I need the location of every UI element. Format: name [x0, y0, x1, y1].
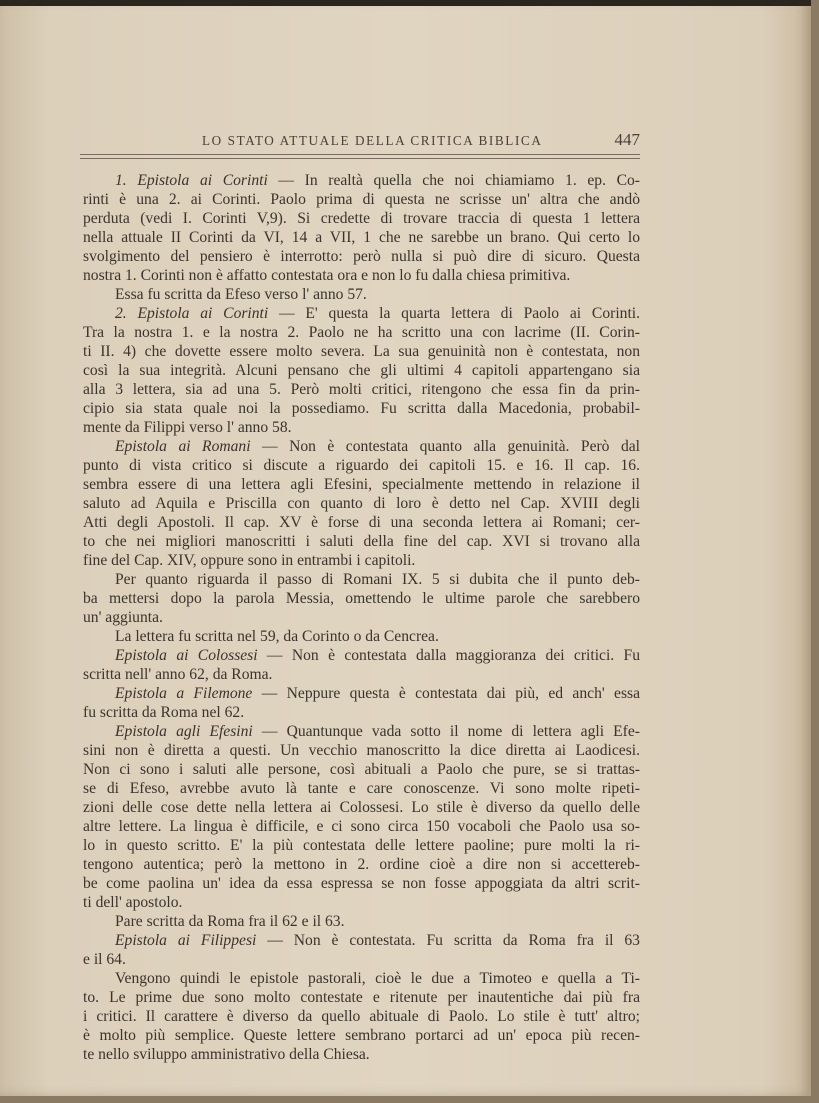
- text-line: tengono autentica; però la mettono in 2. ordine cioè a dire non si accettereb-: [83, 856, 640, 873]
- text-line: svolgimento del pensiero è interrotto: però nulla si può dire di sicuro. Questa: [83, 248, 640, 265]
- epistle-heading: Epistola ai Filippesi: [115, 932, 257, 949]
- body-text: [83, 171, 640, 1064]
- text-line: te nello sviluppo amministrativo della Chiesa.: [83, 1046, 370, 1063]
- text-line: altre lettere. La lingua è difficile, e ci sono circa 150 vocaboli che Paolo usa so-: [83, 818, 640, 835]
- line-text: — Non è contestata quanto alla genuinità. Però dal: [250, 438, 640, 455]
- text-line: [83, 684, 640, 703]
- text-line: e il 64.: [83, 951, 126, 968]
- text-line: [83, 931, 640, 950]
- line-text: — Neppure questa è contestata dai più, ed anch' essa: [252, 685, 640, 702]
- text-line: alla 3 lettera, sia ad una 5. Però molti critici, ritengono che essa fin da prin-: [83, 381, 640, 398]
- text-line: [83, 722, 640, 741]
- text-line: Non ci sono i saluti alle persone, così abituali a Paolo che pure, se si trattas-: [83, 761, 640, 778]
- text-line: [83, 437, 640, 456]
- text-line: be come paolina un' idea da essa espressa se non fosse appoggiata da altri scrit-: [83, 875, 640, 892]
- epistle-heading: Epistola agli Efesini: [115, 723, 253, 740]
- header-rule-bottom: [80, 158, 640, 159]
- text-line: così la sua integrità. Alcuni pensano che gli ultimi 4 capitoli appartengano sia: [83, 362, 640, 379]
- text-line: La lettera fu scritta nel 59, da Corinto o da Cencrea.: [115, 628, 439, 645]
- epistle-heading: Epistola ai Romani: [115, 438, 251, 455]
- text-line: ba mettersi dopo la parola Messia, omettendo le ultime parole che sarebbero: [83, 590, 640, 607]
- text-line: se di Efeso, avrebbe avuto là tante e care conoscenze. Vi sono molte ripeti-: [83, 780, 640, 797]
- text-line: cipio sia stata quale noi la possediamo. Fu scritta dalla Macedonia, probabil-: [83, 400, 640, 417]
- text-line: ti dell' apostolo.: [83, 894, 183, 911]
- text-line: rinti è una 2. ai Corinti. Paolo prima di questa ne scrisse un' altra che andò: [83, 191, 640, 208]
- text-line: sini non è diretta a questi. Un vecchio manoscritto la dice diretta ai Laodicesi.: [83, 742, 640, 759]
- page-number: 447: [614, 130, 640, 149]
- text-line: Pare scritta da Roma fra il 62 e il 63.: [115, 913, 345, 930]
- text-line: un' aggiunta.: [83, 609, 163, 626]
- text-line: zioni delle cose dette nella lettera ai Colossesi. Lo stile è diverso da quello delle: [83, 799, 640, 816]
- text-line: Atti degli Apostoli. Il cap. XV è forse di una seconda lettera ai Romani; cer-: [83, 514, 640, 531]
- line-text: — Quantunque vada sotto il nome di lettera agli Efe-: [252, 723, 640, 740]
- text-line: fine del Cap. XIV, oppure sono in entrambi i capitoli.: [83, 552, 416, 569]
- text-line: [83, 646, 640, 665]
- text-line: ti II. 4) che dovette essere molto severa. La sua genuinità non è contestata, non: [83, 343, 640, 360]
- epistle-heading: Epistola ai Colossesi: [115, 647, 258, 664]
- line-text: — In realtà quella che noi chiamiamo 1. ep. Co-: [267, 172, 640, 189]
- text-line: Per quanto riguarda il passo di Romani IX. 5 si dubita che il punto deb-: [115, 571, 640, 588]
- text-line: [83, 304, 640, 323]
- header-rule-top: [80, 154, 640, 155]
- text-line: sembra essere di una lettera agli Efesini, specialmente mettendo in relazione il: [83, 476, 640, 493]
- line-text: — E' questa la quarta lettera di Paolo ai Corinti.: [268, 305, 640, 322]
- text-line: i critici. Il carattere è diverso da quello abituale di Paolo. Lo stile è tutt' altro;: [83, 1008, 640, 1025]
- line-text: — Non è contestata dalla maggioranza dei critici. Fu: [257, 647, 640, 664]
- text-line: [83, 171, 640, 190]
- text-line: nostra 1. Corinti non è affatto contestata ora e non lo fu dalla chiesa primitiva.: [83, 267, 571, 284]
- text-line: Vengono quindi le epistole pastorali, cioè le due a Timoteo e quella a Ti-: [115, 970, 640, 987]
- text-line: saluto ad Aquila e Priscilla con quanto di loro è detto nel Cap. XVIII degli: [83, 495, 640, 512]
- text-line: Essa fu scritta da Efeso verso l' anno 57.: [115, 286, 367, 303]
- text-line: è molto più semplice. Queste lettere sembrano portarci ad un' epoca più recen-: [83, 1027, 640, 1044]
- text-line: to. Le prime due sono molto contestate e ritenute per inautentiche dai più fra: [83, 989, 640, 1006]
- epistle-heading: 1. Epistola ai Corinti: [115, 172, 268, 189]
- epistle-heading: 2. Epistola ai Corinti: [115, 305, 269, 322]
- running-title: LO STATO ATTUALE DELLA CRITICA BIBLICA: [202, 133, 543, 148]
- text-line: to che nei migliori manoscritti i saluti della fine del cap. XVI si trovano alla: [83, 533, 640, 550]
- text-line: Tra la nostra 1. e la nostra 2. Paolo ne ha scritto una con lacrime (II. Corin-: [83, 324, 640, 341]
- text-line: scritta nell' anno 62, da Roma.: [83, 666, 273, 683]
- epistle-heading: Epistola a Filemone: [115, 685, 253, 702]
- text-line: punto di vista critico si discute a riguardo dei capitoli 15. e 16. Il cap. 16.: [83, 457, 640, 474]
- text-line: lo in questo scritto. E' la più contestata delle lettere paoline; pure molti la ri-: [83, 837, 640, 854]
- text-line: nella attuale II Corinti da VI, 14 a VII, 1 che ne sarebbe un brano. Qui certo lo: [83, 229, 640, 246]
- text-line: fu scritta da Roma nel 62.: [83, 704, 245, 721]
- line-text: — Non è contestata. Fu scritta da Roma fra il 63: [256, 932, 640, 949]
- text-line: perduta (vedi I. Corinti V,9). Si credette di trovare traccia di questa 1 lettera: [83, 210, 640, 227]
- text-line: mente da Filippi verso l' anno 58.: [83, 419, 292, 436]
- page-top-edge: [0, 0, 811, 6]
